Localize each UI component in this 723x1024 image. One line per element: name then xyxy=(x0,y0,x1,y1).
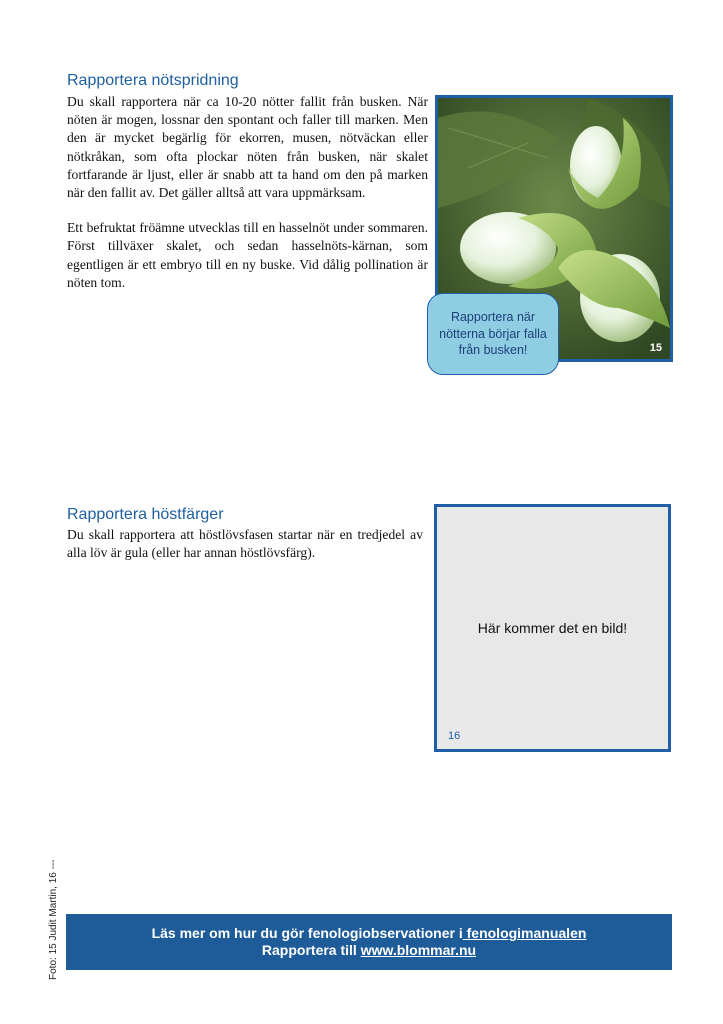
placeholder-text: Här kommer det en bild! xyxy=(477,620,628,636)
paragraph: Du skall rapportera när ca 10-20 nötter fallit från busken. När nöten är mogen, lossnar den spontant och faller till marken. Men den är mycket begärlig för ekorren, musen, nötväckan eller nötkråkan, som ofta plockar nöten från busken, när skalet fortfarande är ljust, eller är snabb att ta hand om den på marken när den fallit av. Det gäller alltså att vara uppmärksam. xyxy=(67,94,428,201)
paragraph: Du skall rapportera att höstlövsfasen startar när en tredjedel av alla löv är gula (eller har annan höstlövsfärg). xyxy=(67,527,423,561)
website-link[interactable]: www.blommar.nu xyxy=(360,942,477,958)
footer-banner xyxy=(66,914,672,970)
footer-line-1 xyxy=(66,925,672,942)
section-heading-nut-dispersal: Rapportera nötspridning xyxy=(67,72,239,89)
photo-number: 15 xyxy=(649,342,662,354)
section-heading-autumn-colors: Rapportera höstfärger xyxy=(67,506,224,523)
photo-number: 16 xyxy=(448,730,461,742)
photo-credit: Foto: 15 Judit Martin, 16 --- xyxy=(48,859,59,980)
callout-bubble xyxy=(427,293,559,375)
footer-text: Läs mer om hur du gör fenologiobservationer i xyxy=(151,925,463,941)
section-text-autumn-colors xyxy=(67,526,423,579)
paragraph: Ett befruktat fröämne utvecklas till en hasselnöt under sommaren. Först tillväxer skalet, och sedan hasselnöts-kärnan, som egentligen är ett embryo till en ny buske. Vid dålig pollination är nöten tom. xyxy=(67,220,428,290)
image-placeholder xyxy=(434,504,671,752)
footer-text: Rapportera till xyxy=(261,942,361,958)
footer-line-2 xyxy=(66,942,672,959)
callout-text: Rapportera när nötterna börjar falla från busken! xyxy=(439,310,547,358)
manual-link[interactable]: fenologimanualen xyxy=(462,925,587,941)
section-text-nut-dispersal xyxy=(67,93,428,309)
